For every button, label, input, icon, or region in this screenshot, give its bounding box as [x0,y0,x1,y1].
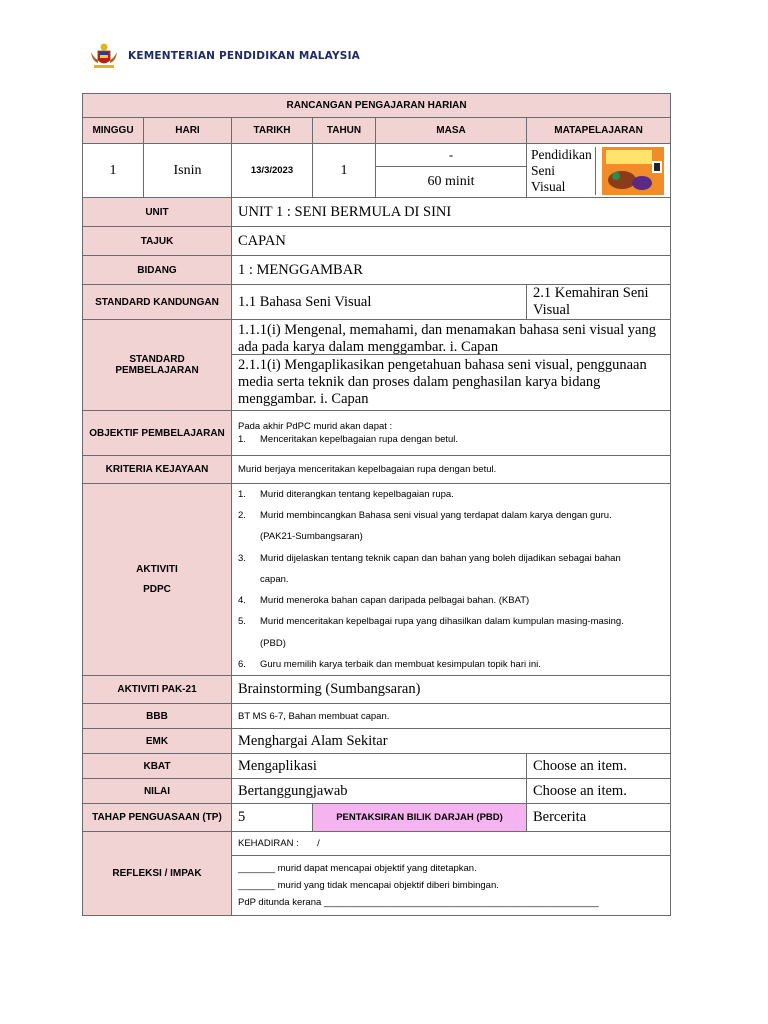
nilai-label: NILAI [83,779,232,804]
tajuk-value: CAPAN [232,227,671,256]
bidang-label: BIDANG [83,256,232,285]
tahap-value: 5 [232,804,313,832]
nilai-value: Bertanggungjawab [232,779,527,804]
aktiviti-item-number: 5. [238,616,246,628]
pbd-label: PENTAKSIRAN BILIK DARJAH (PBD) [313,804,527,832]
lesson-plan-table [82,93,671,916]
col-masa: MASA [376,118,527,144]
objektif-item-number: 1. [238,434,246,445]
masa-duration: 60 minit [427,174,475,189]
aktiviti-item-number: 2. [238,510,246,522]
aktiviti-item-number [238,633,260,654]
nilai-row [83,779,671,804]
page-header [88,42,360,70]
aktiviti-item-text: (PAK21-Sumbangsaran) [260,531,363,543]
title-row [83,94,671,118]
emk-value: Menghargai Alam Sekitar [232,729,671,754]
refleksi-notes [232,856,670,915]
pak21-value: Brainstorming (Sumbangsaran) [232,676,671,704]
aktiviti-label-cell [83,484,232,676]
aktiviti-row [83,484,671,676]
aktiviti-item-number [238,569,260,590]
aktiviti-list-cell [232,484,671,676]
plan-title: RANCANGAN PENGAJARAN HARIAN [83,94,671,118]
standard-pembelajaran-value-1: 1.1.1(i) Mengenal, memahami, dan menamakan bahasa seni visual yang ada pada karya dalam menggambar. i. Capan [232,320,670,355]
tajuk-row [83,227,671,256]
aktiviti-item-number [238,526,260,547]
minggu-value: 1 [83,144,144,198]
aktiviti-item [238,569,664,590]
aktiviti-item-text: Guru memilih karya terbaik dan membuat kesimpulan topik hari ini. [260,658,541,670]
refleksi-line-1: _______ murid dapat mencapai objektif yang ditetapkan. [238,862,477,874]
pbd-value: Bercerita [527,804,671,832]
objektif-label: OBJEKTIF PEMBELAJARAN [83,411,232,456]
objektif-item [238,433,664,446]
kbat-value: Mengaplikasi [232,754,527,779]
masa-time: - [376,144,526,167]
pak21-label: AKTIVITI PAK-21 [83,676,232,704]
aktiviti-item-number: 1. [238,489,246,501]
objektif-cell [232,411,671,456]
tahun-value: 1 [313,144,376,198]
col-minggu: MINGGU [83,118,144,144]
pak21-row [83,676,671,704]
col-tahun: TAHUN [313,118,376,144]
unit-label: UNIT [83,198,232,227]
aktiviti-item-number: 3. [238,552,246,564]
refleksi-line-2: _______ murid yang tidak mencapai objektif diberi bimbingan. [238,879,499,891]
unit-row [83,198,671,227]
aktiviti-item-number: 6. [238,658,246,670]
kbat-label: KBAT [83,754,232,779]
emk-label: EMK [83,729,232,754]
pdpc-label: PDPC [143,583,171,595]
unit-value: UNIT 1 : SENI BERMULA DI SINI [232,198,671,227]
standard-kandungan-label: STANDARD KANDUNGAN [83,285,232,320]
standard-kandungan-value-2: 2.1 Kemahiran Seni Visual [527,285,671,320]
emk-row [83,729,671,754]
tahap-row [83,804,671,832]
malaysia-crest-icon [88,42,120,70]
nilai-choice-dropdown[interactable]: Choose an item. [527,779,671,804]
objektif-intro: Pada akhir PdPC murid akan dapat : [238,421,393,432]
aktiviti-item [238,526,664,547]
bidang-value: 1 : MENGGAMBAR [232,256,671,285]
aktiviti-item-text: Murid membincangkan Bahasa seni visual yang terdapat dalam karya dengan guru. [260,510,612,522]
refleksi-row [83,832,671,916]
aktiviti-item [238,505,664,526]
matapelajaran-value: Pendidikan Seni Visual [527,147,596,195]
aktiviti-item [238,654,664,675]
standard-kandungan-row [83,285,671,320]
schedule-row [83,144,671,198]
matapelajaran-cell [527,144,671,198]
ministry-name: KEMENTERIAN PENDIDIKAN MALAYSIA [128,50,361,62]
aktiviti-item [238,633,664,654]
tarikh-value: 13/3/2023 [232,144,313,198]
aktiviti-item-text: Murid meneroka bahan capan daripada pelbagai bahan. (KBAT) [260,595,530,607]
objektif-row [83,411,671,456]
aktiviti-item-text: Murid menceritakan kepelbagai rupa yang dihasilkan dalam kumpulan masing-masing. [260,616,624,628]
kriteria-value: Murid berjaya menceritakan kepelbagaian rupa dengan betul. [232,456,671,484]
aktiviti-item-number: 4. [238,595,246,607]
standard-pembelajaran-label: STANDARD PEMBELAJARAN [83,320,232,411]
aktiviti-label: AKTIVITI [136,563,178,575]
refleksi-cell [232,832,671,916]
standard-kandungan-value-1: 1.1 Bahasa Seni Visual [232,285,527,320]
aktiviti-item [238,548,664,569]
aktiviti-item-text: Murid dijelaskan tentang teknik capan dan bahan yang boleh dijadikan sebagai bahan [260,552,621,564]
bbb-row [83,704,671,729]
refleksi-line-3: PdP ditunda kerana ____________________________________________________ [238,896,599,908]
aktiviti-list [238,484,664,675]
hari-value: Isnin [144,144,232,198]
bidang-row [83,256,671,285]
kehadiran-field: KEHADIRAN : / [232,833,670,856]
standard-pembelajaran-cell [232,320,671,411]
aktiviti-item [238,590,664,611]
aktiviti-item-text: Murid diterangkan tentang kepelbagaian rupa. [260,489,454,501]
bbb-label: BBB [83,704,232,729]
aktiviti-item-text: (PBD) [260,637,286,649]
column-header-row [83,118,671,144]
tajuk-label: TAJUK [83,227,232,256]
textbook-cover-image [596,147,670,195]
refleksi-label: REFLEKSI / IMPAK [83,832,232,916]
textbook-cover-icon [602,147,664,195]
kbat-row [83,754,671,779]
col-hari: HARI [144,118,232,144]
aktiviti-item [238,484,664,505]
tahap-label: TAHAP PENGUASAAN (TP) [83,804,232,832]
col-matapelajaran: MATAPELAJARAN [527,118,671,144]
kriteria-label: KRITERIA KEJAYAAN [83,456,232,484]
aktiviti-item [238,611,664,632]
kriteria-row [83,456,671,484]
col-tarikh: TARIKH [232,118,313,144]
standard-pembelajaran-value-2: 2.1.1(i) Mengaplikasikan pengetahuan bahasa seni visual, penggunaan media serta teknik dan proses dalam penghasilan karya bidang menggambar. i. Capan [238,357,647,407]
kbat-choice-dropdown[interactable]: Choose an item. [527,754,671,779]
masa-cell [376,144,527,198]
aktiviti-item-text: capan. [260,573,289,585]
bbb-value: BT MS 6-7, Bahan membuat capan. [232,704,671,729]
standard-pembelajaran-row [83,320,671,411]
objektif-item-text: Menceritakan kepelbagaian rupa dengan betul. [260,434,459,445]
